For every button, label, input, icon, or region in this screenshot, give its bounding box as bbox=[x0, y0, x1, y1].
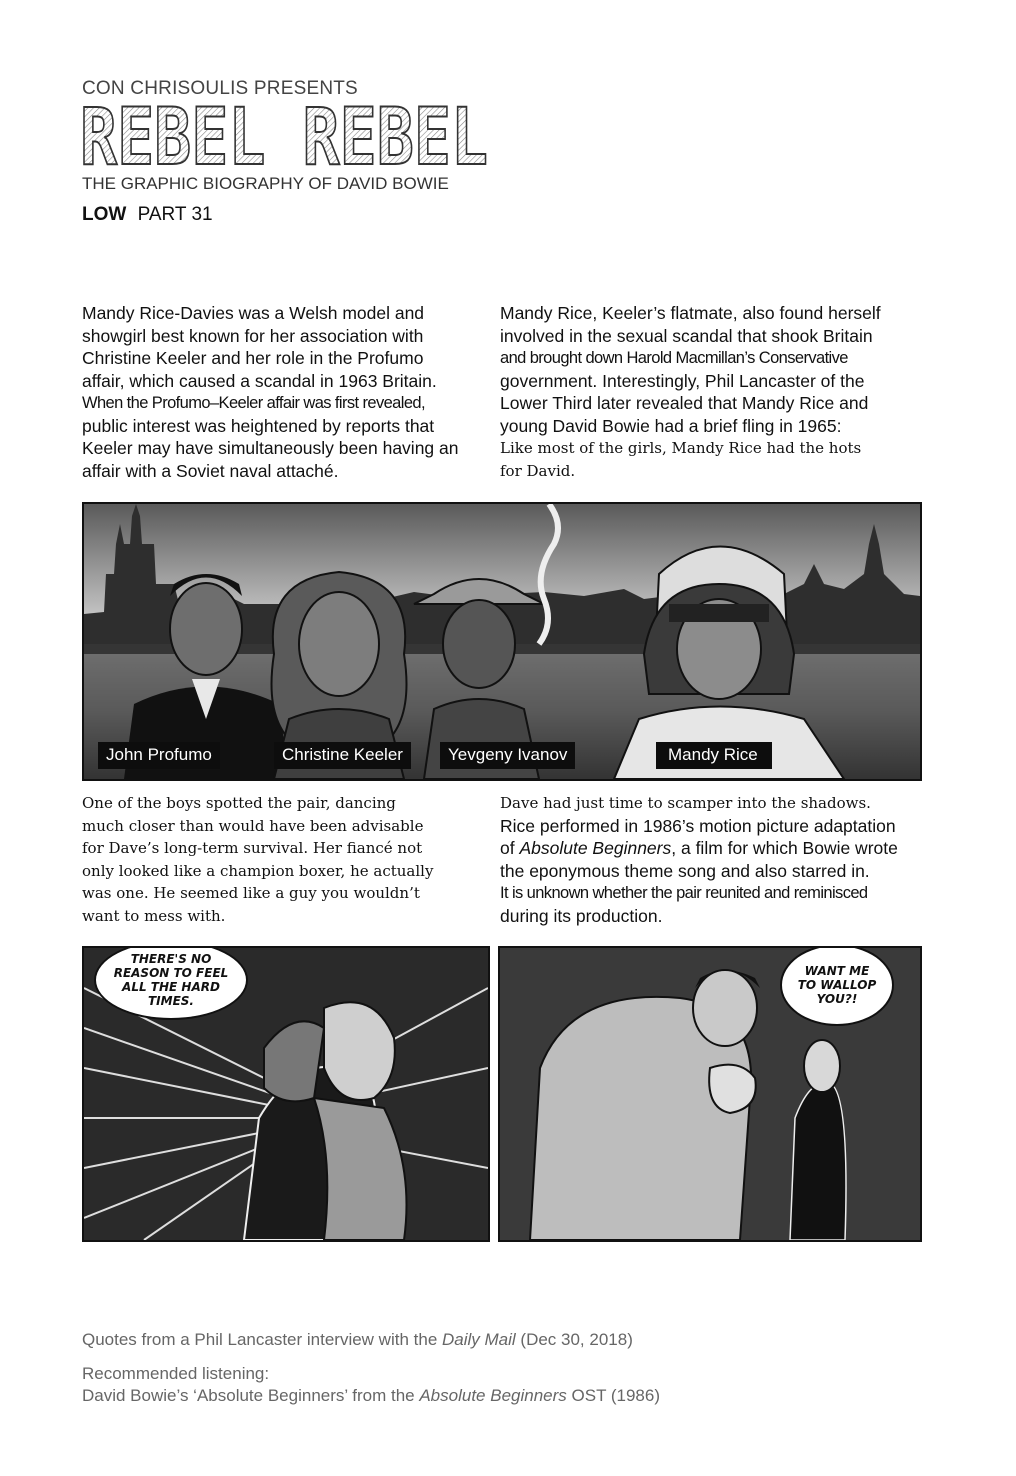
recommended-listening bbox=[82, 1363, 660, 1407]
album-title: LOW bbox=[82, 204, 127, 225]
lancaster-quote: Like most of the girls, Mandy Rice had the hots bbox=[500, 439, 862, 457]
series-presenter: CON CHRISOULIS PRESENTS bbox=[82, 78, 358, 99]
part-number: PART 31 bbox=[137, 204, 213, 225]
story-text-left: One of the boys spotted the pair, dancing much closer than would have been advisable for Dave’s long-term survival. Her fiancé not only looked like a champion boxer, he actually was one. He seemed like a guy you wouldn’t want to mess with. bbox=[82, 794, 434, 925]
part-heading bbox=[82, 204, 213, 226]
intro-text-left: Mandy Rice-Davies was a Welsh model and showgirl best known for her association with Christine Keeler and her role in the Profumo affair, which caused a scandal in 1963 Britain. When the Profumo–Keeler affair was first revealed, public interest was heightened by reports that Keeler may have simultaneously been having an affair with a Soviet naval attaché. bbox=[82, 303, 459, 481]
caption-keeler: Christine Keeler bbox=[274, 742, 411, 769]
speech-bubble-hard-times: THERE'S NO REASON TO FEEL ALL THE HARD TIMES. bbox=[94, 946, 248, 1020]
story-text-right: Dave had just time to scamper into the shadows. Rice performed in 1986’s motion picture adaptation of Absolute Beginners, a film for which Bowie wrote the eponymous theme song and also starred in. It is unknown whether the pair reunited and reminisced during its production. bbox=[500, 794, 898, 926]
panel-lineup bbox=[82, 502, 922, 781]
logo-text: REBEL REBEL bbox=[80, 104, 488, 172]
caption-mandy-rice: Mandy Rice bbox=[656, 742, 772, 769]
panel-dancing bbox=[82, 946, 490, 1242]
speech-bubble-wallop: WANT ME TO WALLOP YOU?! bbox=[780, 946, 894, 1026]
listening-track: David Bowie’s ‘Absolute Beginners’ from the Absolute Beginners OST (1986) bbox=[82, 1386, 661, 1405]
panel-boxer bbox=[498, 946, 922, 1242]
listening-label: Recommended listening: bbox=[82, 1364, 270, 1383]
caption-profumo: John Profumo bbox=[98, 742, 220, 769]
caption-ivanov: Yevgeny Ivanov bbox=[440, 742, 575, 769]
intro-text-right: Mandy Rice, Keeler’s flatmate, also found herself involved in the sexual scandal that shook Britain and brought down Harold Macmillan’s Conservative government. Interestingly, Phil Lancaster of the Lower Third later revealed that Mandy Rice and young David Bowie had a brief fling in 1965: Like most of the girls, Mandy Rice had the hots for David. bbox=[500, 302, 930, 482]
lineup-illustration bbox=[84, 504, 920, 779]
quotes-credit: Quotes from a Phil Lancaster interview with the Daily Mail (Dec 30, 2018) bbox=[82, 1330, 633, 1349]
subtitle: THE GRAPHIC BIOGRAPHY OF DAVID BOWIE bbox=[82, 174, 449, 193]
rebel-rebel-logo bbox=[80, 104, 490, 172]
